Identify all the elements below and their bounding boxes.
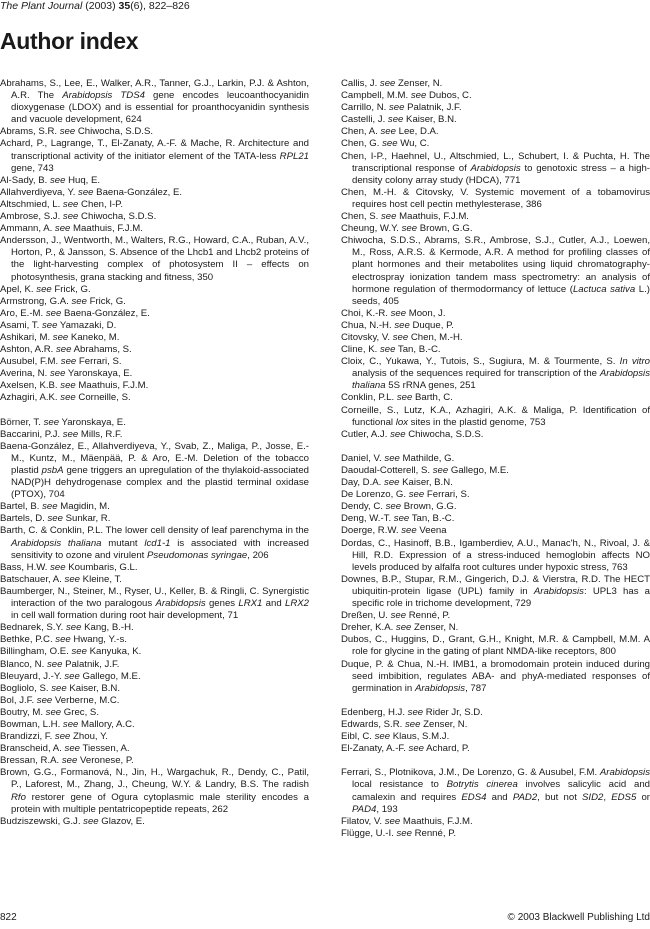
index-entry: Dubos, C., Huggins, D., Grant, G.H., Knight, M.R. & Campbell, M.M. A role for glycine in the gating of plant NMDA-like receptors, 800 <box>341 634 650 658</box>
index-entry: Ashikari, M. see Kaneko, M. <box>0 331 120 343</box>
index-entry: Eibl, C. see Klaus, S.M.J. <box>341 731 450 743</box>
index-entry: Cloix, C., Yukawa, Y., Tutois, S., Sugiura, M. & Tourmente, S. In vitro analysis of the sequences required for transcription of the Arabidopsis thaliana 5S rRNA genes, 251 <box>341 356 650 392</box>
index-entry: Börner, T. see Yaronskaya, E. <box>0 416 126 428</box>
index-entry: Duque, P. & Chua, N.-H. IMB1, a bromodomain protein induced during seed imbibition, regulates ABA- and phyA-mediated responses of germination in Arabidopsis, 787 <box>341 658 650 694</box>
running-header <box>0 0 190 12</box>
index-entry: Barth, C. & Conklin, P.L. The lower cell density of leaf parenchyma in the Arabidopsis thaliana mutant lcd1-1 is associated with increased sensitivity to ozone and virulent Pseudomonas syringae, 206 <box>0 525 309 561</box>
index-entry: Chen, G. see Wu, C. <box>341 138 430 150</box>
index-entry: Branscheid, A. see Tiessen, A. <box>0 743 130 755</box>
index-entry: Blanco, N. see Palatnik, J.F. <box>0 658 120 670</box>
journal-year: (2003) <box>82 0 119 12</box>
letter-group-gap <box>341 695 650 707</box>
index-entry: Ashton, A.R. see Abrahams, S. <box>0 344 132 356</box>
index-entry: Cheung, W.Y. see Brown, G.G. <box>341 223 473 235</box>
index-entry: Choi, K.-R. see Moon, J. <box>341 307 446 319</box>
index-entry: Bethke, P.C. see Hwang, Y.-s. <box>0 634 127 646</box>
index-entry: Ambrose, S.J. see Chiwocha, S.D.S. <box>0 211 157 223</box>
index-entry: Chen, M.-H. & Citovsky, V. Systemic movement of a tobamovirus requires host cell pectin methylesterase, 386 <box>341 186 650 210</box>
page-number: 822 <box>0 912 17 923</box>
index-entry: Al-Sady, B. see Huq, E. <box>0 174 101 186</box>
index-entry: Ammann, A. see Maathuis, F.J.M. <box>0 223 143 235</box>
index-entry: Andersson, J., Wentworth, M., Walters, R.G., Howard, C.A., Ruban, A.V., Horton, P., & Jansson, S. Absence of the Lhcb1 and Lhcb2 proteins of the light-harvesting complex of photosystem II – effects on photosynthesis, grana stacking and fitness, 350 <box>0 235 309 283</box>
index-entry: Daoudal-Cotterell, S. see Gallego, M.E. <box>341 465 509 476</box>
index-entry: Billingham, O.E. see Kanyuka, K. <box>0 646 142 658</box>
index-entry: Baumberger, N., Steiner, M., Ryser, U., Keller, B. & Ringli, C. Synergistic interaction of the two paralogous Arabidopsis genes LRX1 and LRX2 in cell wall formation during root hair development, 71 <box>0 585 309 622</box>
index-entry: Chen, I-P., Haehnel, U., Altschmied, L., Schubert, I. & Puchta, H. The transcriptional response of Arabidopsis to genotoxic stress – a high-density colony array study (HDCA), 771 <box>341 150 650 186</box>
index-entry: Azhagiri, A.K. see Corneille, S. <box>0 392 131 404</box>
index-entry: Budziszewski, G.J. see Glazov, E. <box>0 815 145 827</box>
index-entry: Abrams, S.R. see Chiwocha, S.D.S. <box>0 126 154 138</box>
index-entry: Dendy, C. see Brown, G.G. <box>341 501 457 513</box>
index-entry: Apel, K. see Frick, G. <box>0 283 91 295</box>
index-entry: Conklin, P.L. see Barth, C. <box>341 392 453 404</box>
index-entry: Bartels, D. see Sunkar, R. <box>0 513 111 525</box>
copyright-notice: © 2003 Blackwell Publishing Ltd <box>507 912 650 923</box>
index-entry: Flügge, U.-I. see Renné, P. <box>341 827 457 839</box>
letter-group-gap <box>341 755 650 767</box>
index-column-right <box>341 78 650 840</box>
index-entry: Campbell, M.M. see Dubos, C. <box>341 90 472 102</box>
index-entry: Bressan, R.A. see Veronese, P. <box>0 755 134 767</box>
index-entry: Corneille, S., Lutz, K.A., Azhagiri, A.K. & Maliga, P. Identification of functional lox sites in the plastid genome, 753 <box>341 404 650 428</box>
journal-name: The Plant Journal <box>0 0 83 12</box>
index-entry: Bowman, L.H. see Mallory, A.C. <box>0 718 135 730</box>
index-entry: Filatov, V. see Maathuis, F.J.M. <box>341 815 473 827</box>
index-entry: Day, D.A. see Kaiser, B.N. <box>341 477 453 489</box>
index-entry: Daniel, V. see Mathilde, G. <box>341 452 455 464</box>
letter-group-gap <box>341 441 650 453</box>
index-entry: Baena-González, E., Allahverdiyeva, Y., Svab, Z., Maliga, P., Josse, E.-M., Kuntz, M., Mäenpää, P. & Aro, E.-M. Deletion of the tobacco plastid psbA gene triggers an upregulation of the thylakoid-associated NAD(P)H dehydrogenase complex and the plastid terminal oxidase (PTOX), 704 <box>0 440 309 501</box>
index-entry: Ausubel, F.M. see Ferrari, S. <box>0 356 122 368</box>
index-entry: Edenberg, H.J. see Rider Jr, S.D. <box>341 706 483 718</box>
index-entry: Edwards, S.R. see Zenser, N. <box>341 718 468 730</box>
index-entry: Asami, T. see Yamazaki, D. <box>0 319 117 331</box>
index-entry: Ferrari, S., Plotnikova, J.M., De Lorenzo, G. & Ausubel, F.M. Arabidopsis local resistance to Botrytis cinerea involves salicylic acid and camalexin and requires EDS4 and PAD2, but not SID2, EDS5 or PAD4, 193 <box>341 767 650 815</box>
journal-volume: 35 <box>118 0 131 12</box>
index-entry: Bass, H.W. see Koumbaris, G.L. <box>0 561 138 573</box>
index-entry: Dreher, K.A. see Zenser, N. <box>341 622 459 634</box>
index-entry: Baccarini, P.J. see Mills, R.F. <box>0 428 123 440</box>
index-entry: Dreßen, U. see Renné, P. <box>341 610 451 622</box>
index-entry: Abrahams, S., Lee, E., Walker, A.R., Tanner, G.J., Larkin, P.J. & Ashton, A.R. The Arabidopsis TDS4 gene encodes leucoanthocyanidin dioxygenase (LDOX) and is essential for proanthocyanidin synthesis and vacuole development, 624 <box>0 78 309 126</box>
index-entry: Bol, J.F. see Verberne, M.C. <box>0 694 120 706</box>
index-entry: Bleuyard, J.-Y. see Gallego, M.E. <box>0 670 141 682</box>
index-entry: Cline, K. see Tan, B.-C. <box>341 344 441 356</box>
index-entry: Dordas, C., Hasinoff, B.B., Igamberdiev, A.U., Manac'h, N., Rivoal, J. & Hill, R.D. Expression of a stress-induced hemoglobin affects NO levels produced by alfalfa root cultures under hypoxic stress, 763 <box>341 537 650 573</box>
index-entry: Cutler, A.J. see Chiwocha, S.D.S. <box>341 428 484 440</box>
index-entry: Chen, A. see Lee, D.A. <box>341 126 439 138</box>
index-entry: Chua, N.-H. see Duque, P. <box>341 319 454 331</box>
index-entry: Carrillo, N. see Palatnik, J.F. <box>341 102 462 114</box>
index-entry: Boutry, M. see Grec, S. <box>0 706 99 718</box>
index-entry: Bednarek, S.Y. see Kang, B.-H. <box>0 622 134 634</box>
index-entry: Callis, J. see Zenser, N. <box>341 78 443 89</box>
index-entry: Axelsen, K.B. see Maathuis, F.J.M. <box>0 380 149 392</box>
index-entry: De Lorenzo, G. see Ferrari, S. <box>341 489 470 501</box>
index-entry: Doerge, R.W. see Veena <box>341 525 447 537</box>
index-entry: Deng, W.-T. see Tan, B.-C. <box>341 513 455 525</box>
index-entry: Batschauer, A. see Kleine, T. <box>0 573 122 585</box>
journal-issue-pages: (6), 822–826 <box>130 0 190 12</box>
index-entry: Allahverdiyeva, Y. see Baena-González, E. <box>0 186 183 198</box>
index-entry: Castelli, J. see Kaiser, B.N. <box>341 114 457 126</box>
index-entry: Bartel, B. see Magidin, M. <box>0 501 110 513</box>
index-entry: Aro, E.-M. see Baena-González, E. <box>0 307 150 319</box>
index-entry: Brown, G.G., Formanová, N., Jin, H., Wargachuk, R., Dendy, C., Patil, P., Laforest, M., Zhang, J., Cheung, W.Y. & Landry, B.S. The radish Rfo restorer gene of Ogura cytoplasmic male sterility encodes a protein with multiple pentatricopeptide repeats, 262 <box>0 767 309 815</box>
index-entry: Bogliolo, S. see Kaiser, B.N. <box>0 682 120 694</box>
index-entry: Brandizzi, F. see Zhou, Y. <box>0 731 108 743</box>
index-entry: Chiwocha, S.D.S., Abrams, S.R., Ambrose, S.J., Cutler, A.J., Loewen, M., Ross, A.R.S. & Kermode, A.R. A method for profiling classes of plant hormones and their metabolites using liquid chromatography-electrospray ionization tandem mass spectrometry: an analysis of hormone regulation of thermodormancy of lettuce (Lactuca sativa L.) seeds, 405 <box>341 235 650 307</box>
index-entry: Downes, B.P., Stupar, R.M., Gingerich, D.J. & Vierstra, R.D. The HECT ubiquitin-protein ligase (UPL) family in Arabidopsis: UPL3 has a specific role in trichome development, 729 <box>341 573 650 610</box>
page-title: Author index <box>0 28 139 54</box>
index-entry: Chen, S. see Maathuis, F.J.M. <box>341 211 469 223</box>
index-entry: El-Zanaty, A.-F. see Achard, P. <box>341 743 470 755</box>
index-entry: Averina, N. see Yaronskaya, E. <box>0 368 133 380</box>
index-entry: Altschmied, L. see Chen, I-P. <box>0 198 124 210</box>
index-entry: Armstrong, G.A. see Frick, G. <box>0 295 126 307</box>
letter-group-gap <box>0 405 309 417</box>
index-column-left <box>0 78 309 828</box>
index-entry: Achard, P., Lagrange, T., El-Zanaty, A.-F. & Mache, R. Architecture and transcriptional activity of the initiator element of the TATA-less RPL21 gene, 743 <box>0 138 309 174</box>
index-entry: Citovsky, V. see Chen, M.-H. <box>341 331 463 343</box>
